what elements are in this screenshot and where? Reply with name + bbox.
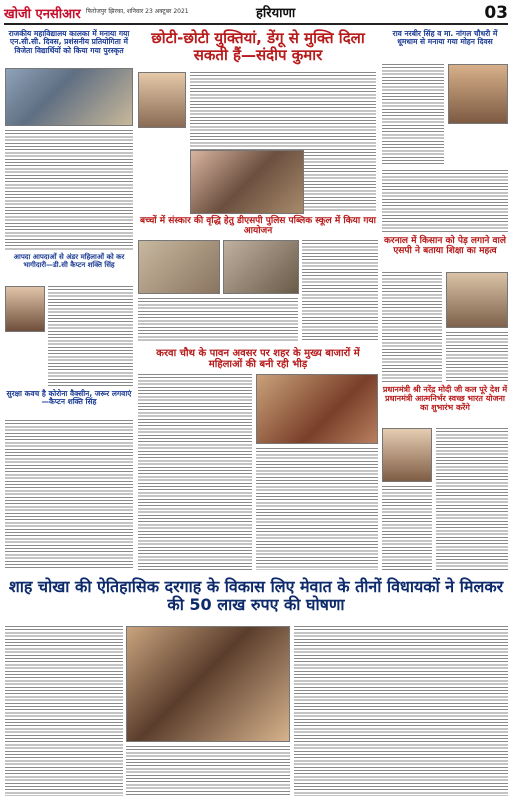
- story-dargah-body-3: [294, 626, 508, 796]
- story-pm-scheme-headline: प्रधानमंत्री श्री नरेंद्र मोदी जी कल पूरे देश में प्रधानमंत्री आत्मनिर्भर स्वच्छ भारत योजना का शुभारंभ करेंगे: [382, 385, 508, 412]
- story-pm-scheme-body-2: [382, 486, 432, 570]
- page-number: 03: [484, 3, 508, 23]
- story-vaccine-headline: सुरक्षा कवच है कोरोना वैक्सीन, जरूर लगवाएं—कैप्टन शक्ति सिंह: [6, 389, 132, 407]
- masthead-logo-box: [4, 3, 82, 22]
- story-pm-scheme-photo: [382, 428, 432, 482]
- story-dargah-photo: [126, 626, 290, 742]
- story-dargah-headline: शाह चोखा की ऐतिहासिक दरगाह के विकास लिए मेवात के तीनों विधायकों ने मिलकर की 50 लाख रुपए की घोषणा: [8, 577, 504, 614]
- story-school-body: [302, 240, 378, 340]
- masthead-dateline: फिरोजपुर झिरका, शनिवार 23 अक्टूबर 2021: [86, 8, 189, 15]
- story-karwa-chauth-body: [138, 374, 252, 570]
- story-school-body-2: [138, 298, 298, 342]
- story-vaccine-body: [5, 420, 133, 570]
- story-karnal-body-2: [446, 332, 508, 382]
- story-women-headline: आपदा आपदाओं से अंडर महिलाओं को कर भागीदारी—डी.सी कैप्टन शक्ति सिंह: [13, 253, 125, 269]
- story-dengue-group-photo: [190, 150, 304, 214]
- story-karwa-chauth-photo: [256, 374, 378, 444]
- story-karwa-chauth-headline: करवा चौथ के पावन अवसर पर शहर के मुख्य बाजारों में महिलाओं की बनी रही भीड़: [156, 348, 360, 371]
- section-name: हरियाणा: [256, 6, 296, 21]
- story-school-headline: बच्चों में संस्कार की वृद्धि हेतु डीएसपी पुलिस पब्लिक स्कूल में किया गया आयोजन: [140, 216, 376, 237]
- masthead-rule: [4, 23, 508, 25]
- story-dengue-headline: छोटी-छोटी युक्तियां, डेंगू से मुक्ति दिला सकती हैं—संदीप कुमार: [151, 29, 365, 64]
- story-karnal-headline: करनाल में किसान को पेड़ लगाने वाले एसपी ने बताया शिक्षा का महत्व: [384, 236, 506, 257]
- story-dargah-body: [5, 626, 123, 796]
- story-mohan-day-body-2: [382, 170, 508, 232]
- story-karwa-chauth-body-2: [256, 448, 378, 570]
- masthead-logo: खोजी एनसीआर: [4, 7, 81, 22]
- story-mohan-day-body: [382, 64, 444, 164]
- story-mohan-day-photo: [448, 64, 508, 124]
- story-pm-scheme-body: [436, 428, 508, 570]
- story-ncc-day-headline: राजकीय महाविद्यालय कालका में मनाया गया एन.सी.सी. दिवस, प्रशंसनीय प्रतियोगिता में विजेता विद्यार्थियों को किया गया पुरस्कृत: [8, 29, 130, 55]
- story-ncc-day-body: [5, 130, 133, 250]
- story-dargah-body-2: [126, 746, 290, 796]
- story-women-photo: [5, 286, 45, 332]
- story-school-photo-2: [223, 240, 299, 294]
- story-karnal-body: [382, 272, 442, 382]
- story-ncc-day-photo: [5, 68, 133, 126]
- story-women-body: [48, 286, 133, 386]
- story-mohan-day-headline: राव नरबीर सिंह व मा. नांगल चौधरी में धूमधाम से मनाया गया मोहन दिवस: [392, 29, 498, 47]
- story-dengue-photo: [138, 72, 186, 128]
- story-karnal-photo: [446, 272, 508, 328]
- story-school-photo-1: [138, 240, 220, 294]
